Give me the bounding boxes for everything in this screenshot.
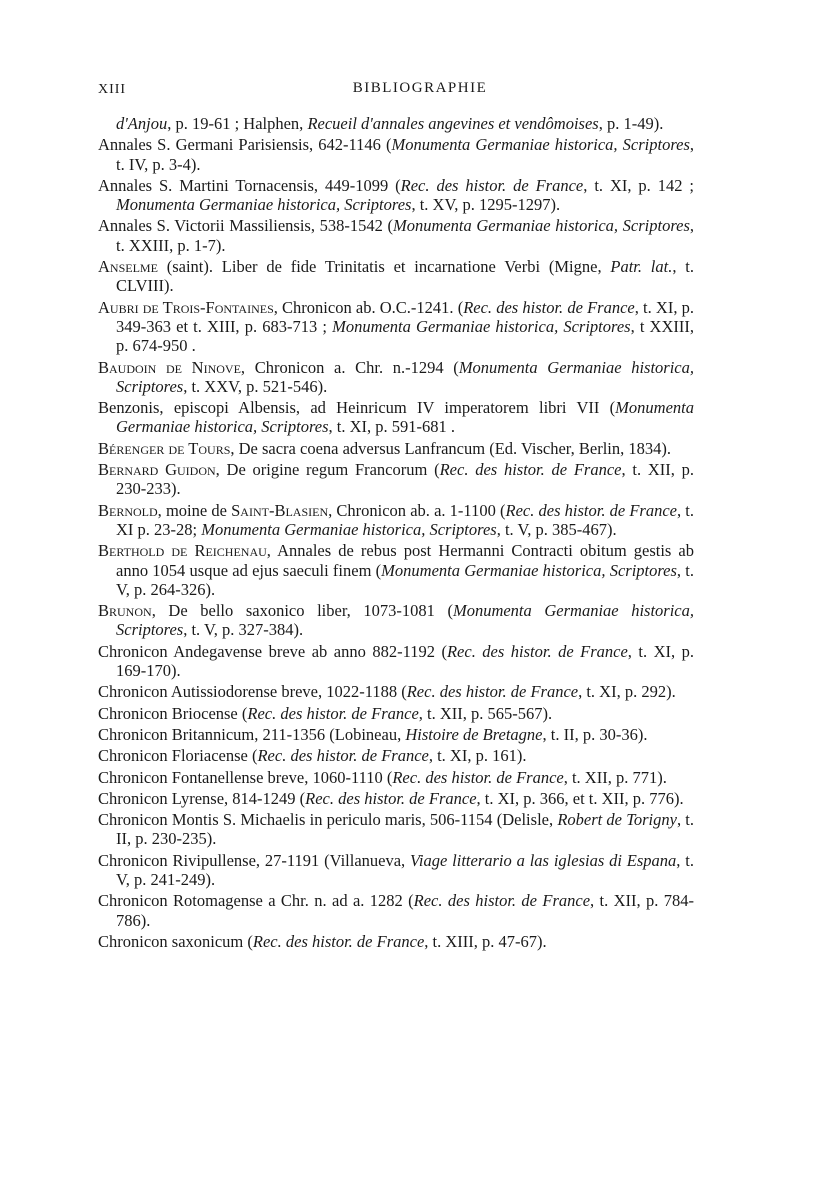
italic-title: Viage litterario a las iglesias di Espana xyxy=(410,850,677,870)
bibliography-entry xyxy=(98,746,694,765)
entry-text: , t. XI, p. 161). xyxy=(428,746,527,766)
italic-title: Monumenta Germaniae historica, Scriptores xyxy=(201,519,497,539)
italic-title: Monumenta Germaniae historica, Scriptores xyxy=(392,216,690,236)
entry-text: , t. XI p. 23-28; xyxy=(116,500,695,539)
italic-title: Patr. lat. xyxy=(610,257,673,277)
entry-text: , De bello saxonico liber, 1073-1081 ( xyxy=(151,601,453,621)
author-name: Aubri de Trois-Fontaines xyxy=(98,297,274,317)
italic-title: Monumenta Germaniae historica, Scriptores xyxy=(332,316,631,336)
italic-title: Rec. des histor. de France xyxy=(463,297,635,317)
bibliography-entry xyxy=(98,891,694,930)
entry-text: Chronicon Rivipullense, 27-1191 (Villanueva, xyxy=(98,850,411,870)
entry-text: , Chronicon a. Chr. n.-1294 ( xyxy=(240,357,459,377)
italic-title: Monumenta Germaniae historica, Scriptores xyxy=(116,195,412,215)
italic-title: Monumenta Germaniae historica, Scriptores xyxy=(391,135,690,155)
italic-title: Robert de Torigny xyxy=(557,810,677,830)
entry-text: Chronicon Fontanellense breve, 1060-1110 ( xyxy=(98,767,393,787)
bibliography-entry xyxy=(98,135,694,174)
italic-title: Recueil d'annales angevines et vendômoises xyxy=(307,114,599,133)
entry-text: , Chronicon ab. a. 1-1100 ( xyxy=(328,500,506,520)
entry-text: , t. II, p. 30-36). xyxy=(542,724,648,744)
page-number: XIII xyxy=(98,82,127,97)
bibliography-entry xyxy=(98,541,694,599)
bibliography-list xyxy=(98,114,694,953)
bibliography-entry xyxy=(98,642,694,681)
entry-text: , t. V, p. 385-467). xyxy=(496,519,617,539)
italic-title: Histoire de Bretagne xyxy=(405,724,543,744)
bibliography-entry xyxy=(98,725,694,744)
italic-title: Rec. des histor. de France xyxy=(446,641,628,661)
entry-text: Chronicon Rotomagense a Chr. n. ad a. 1282 ( xyxy=(98,891,414,911)
entry-text: Annales S. Victorii Massiliensis, 538-1542 ( xyxy=(98,216,393,236)
entry-text: , t. XII, p. 565-567). xyxy=(418,703,553,723)
italic-title: Monumenta Germaniae historica, Scriptores xyxy=(116,601,694,640)
italic-title: Rec. des histor. de France xyxy=(413,891,591,911)
author-name: Brunon xyxy=(98,601,152,621)
bibliography-entry xyxy=(98,176,694,215)
entry-text: , t. XXIII, p. 1-7). xyxy=(116,216,694,255)
entry-text: , t. XII, p. 784-786). xyxy=(116,891,695,930)
italic-title: Monumenta Germaniae historica, Scriptores xyxy=(116,398,694,437)
bibliography-entry xyxy=(98,932,694,951)
entry-text: Chronicon Montis S. Michaelis in periculo maris, 506-1154 (Delisle, xyxy=(98,810,558,830)
entry-text: , t. XXV, p. 521-546). xyxy=(183,376,328,396)
entry-text: , t. XI, p. 349-363 et t. XIII, p. 683-713 ; xyxy=(116,297,694,336)
entry-text: (saint). Liber de fide Trinitatis et incarnatione Verbi (Migne, xyxy=(157,257,611,277)
entry-text: , t. V, p. 241-249). xyxy=(116,850,694,889)
bibliography-entry xyxy=(98,460,694,499)
author-name: Saint-Blasien xyxy=(231,500,329,520)
entry-text: Chronicon saxonicum ( xyxy=(98,931,253,951)
bibliography-entry xyxy=(98,768,694,787)
bibliography-entry xyxy=(98,810,694,849)
entry-text: Chronicon Britannicum, 211-1356 (Lobineau, xyxy=(98,724,406,744)
italic-title: Rec. des histor. de France xyxy=(406,682,579,702)
bibliography-entry xyxy=(98,789,694,808)
bibliography-entry xyxy=(98,682,694,701)
bibliography-entry xyxy=(98,216,694,255)
entry-text: Annales S. Martini Tornacensis, 449-1099 ( xyxy=(98,175,401,195)
bibliography-entry xyxy=(98,439,694,458)
entry-text: , Chronicon ab. O.C.-1241. ( xyxy=(273,297,464,317)
italic-title: Rec. des histor. de France xyxy=(392,767,564,787)
author-name: Berthold de Reichenau xyxy=(98,541,267,561)
bibliography-entry xyxy=(98,398,694,437)
bibliography-entry xyxy=(98,298,694,356)
entry-text: , t. XI, p. 366, et t. XII, p. 776). xyxy=(476,788,684,808)
entry-text: , t. XI, p. 292). xyxy=(578,682,676,702)
bibliography-entry xyxy=(98,501,694,540)
entry-text: , p. 19-61 ; Halphen, xyxy=(167,114,308,133)
entry-text: Chronicon Floriacense ( xyxy=(98,746,258,766)
entry-text: , De origine regum Francorum ( xyxy=(215,460,440,480)
entry-text: , t. V, p. 327-384). xyxy=(183,620,304,640)
entry-text: , t. XI, p. 169-170). xyxy=(116,641,695,681)
entry-text: , t. XIII, p. 47-67). xyxy=(424,931,547,951)
bibliography-entry xyxy=(98,601,694,640)
author-name: Baudoin de Ninove xyxy=(98,357,241,377)
entry-text: Chronicon Andegavense breve ab anno 882-1192 ( xyxy=(98,641,447,661)
italic-title: Rec. des histor. de France xyxy=(400,175,584,195)
italic-title: Rec. des histor. de France xyxy=(505,500,678,520)
entry-text: Annales S. Germani Parisiensis, 642-1146 ( xyxy=(98,135,392,155)
entry-text: Chronicon Autissiodorense breve, 1022-1188 ( xyxy=(98,682,407,702)
bibliography-entry xyxy=(98,704,694,723)
italic-title: Monumenta Germaniae historica, Scriptores xyxy=(116,357,694,396)
entry-text: , t. XII, p. 230-233). xyxy=(116,460,694,499)
entry-text: , moine de xyxy=(157,500,232,520)
entry-text: , t. XI, p. 142 ; xyxy=(583,175,694,195)
entry-text: , t. IV, p. 3-4). xyxy=(116,135,694,174)
author-name: Bernard Guidon xyxy=(98,460,216,480)
italic-title: Rec. des histor. de France xyxy=(247,703,419,723)
entry-text: , t. V, p. 264-326). xyxy=(116,560,694,599)
bibliography-entry xyxy=(98,358,694,397)
entry-text: , t. XII, p. 771). xyxy=(563,767,667,787)
entry-text: , p. 1-49). xyxy=(598,114,664,133)
entry-text: , t. II, p. 230-235). xyxy=(116,810,694,849)
entry-text: Benzonis, episcopi Albensis, ad Heinricum IV imperatorem libri VII ( xyxy=(98,398,616,418)
italic-title: d'Anjou xyxy=(116,114,168,133)
entry-text: , t. XI, p. 591-681 . xyxy=(328,417,455,437)
running-head-title: BIBLIOGRAPHIE xyxy=(352,80,488,96)
author-name: Anselme xyxy=(98,257,158,277)
entry-text: , t XXIII, p. 674-950 . xyxy=(116,316,694,356)
bibliography-entry xyxy=(98,114,694,133)
italic-title: Rec. des histor. de France xyxy=(257,746,429,766)
author-name: Bernold xyxy=(98,500,158,520)
entry-text: , De sacra coena adversus Lanfrancum (Ed. Vischer, Berlin, 1834). xyxy=(230,438,672,458)
bibliography-entry xyxy=(98,851,694,890)
italic-title: Rec. des histor. de France xyxy=(439,460,622,480)
bibliography-entry xyxy=(98,257,694,296)
italic-title: Monumenta Germaniae historica, Scriptores xyxy=(381,560,677,580)
entry-text: Chronicon Lyrense, 814-1249 ( xyxy=(98,788,306,808)
italic-title: Rec. des histor. de France xyxy=(252,931,425,951)
entry-text: , t. XV, p. 1295-1297). xyxy=(411,195,561,215)
entry-text: , Annales de rebus post Hermanni Contracti obitum gestis ab anno 1054 usque ad ejus saeculi finem ( xyxy=(116,541,695,580)
italic-title: Rec. des histor. de France xyxy=(305,788,477,808)
entry-text: Chronicon Briocense ( xyxy=(98,703,248,723)
entry-text: , t. CLVIII). xyxy=(116,257,694,296)
author-name: Bérenger de Tours xyxy=(98,438,231,458)
